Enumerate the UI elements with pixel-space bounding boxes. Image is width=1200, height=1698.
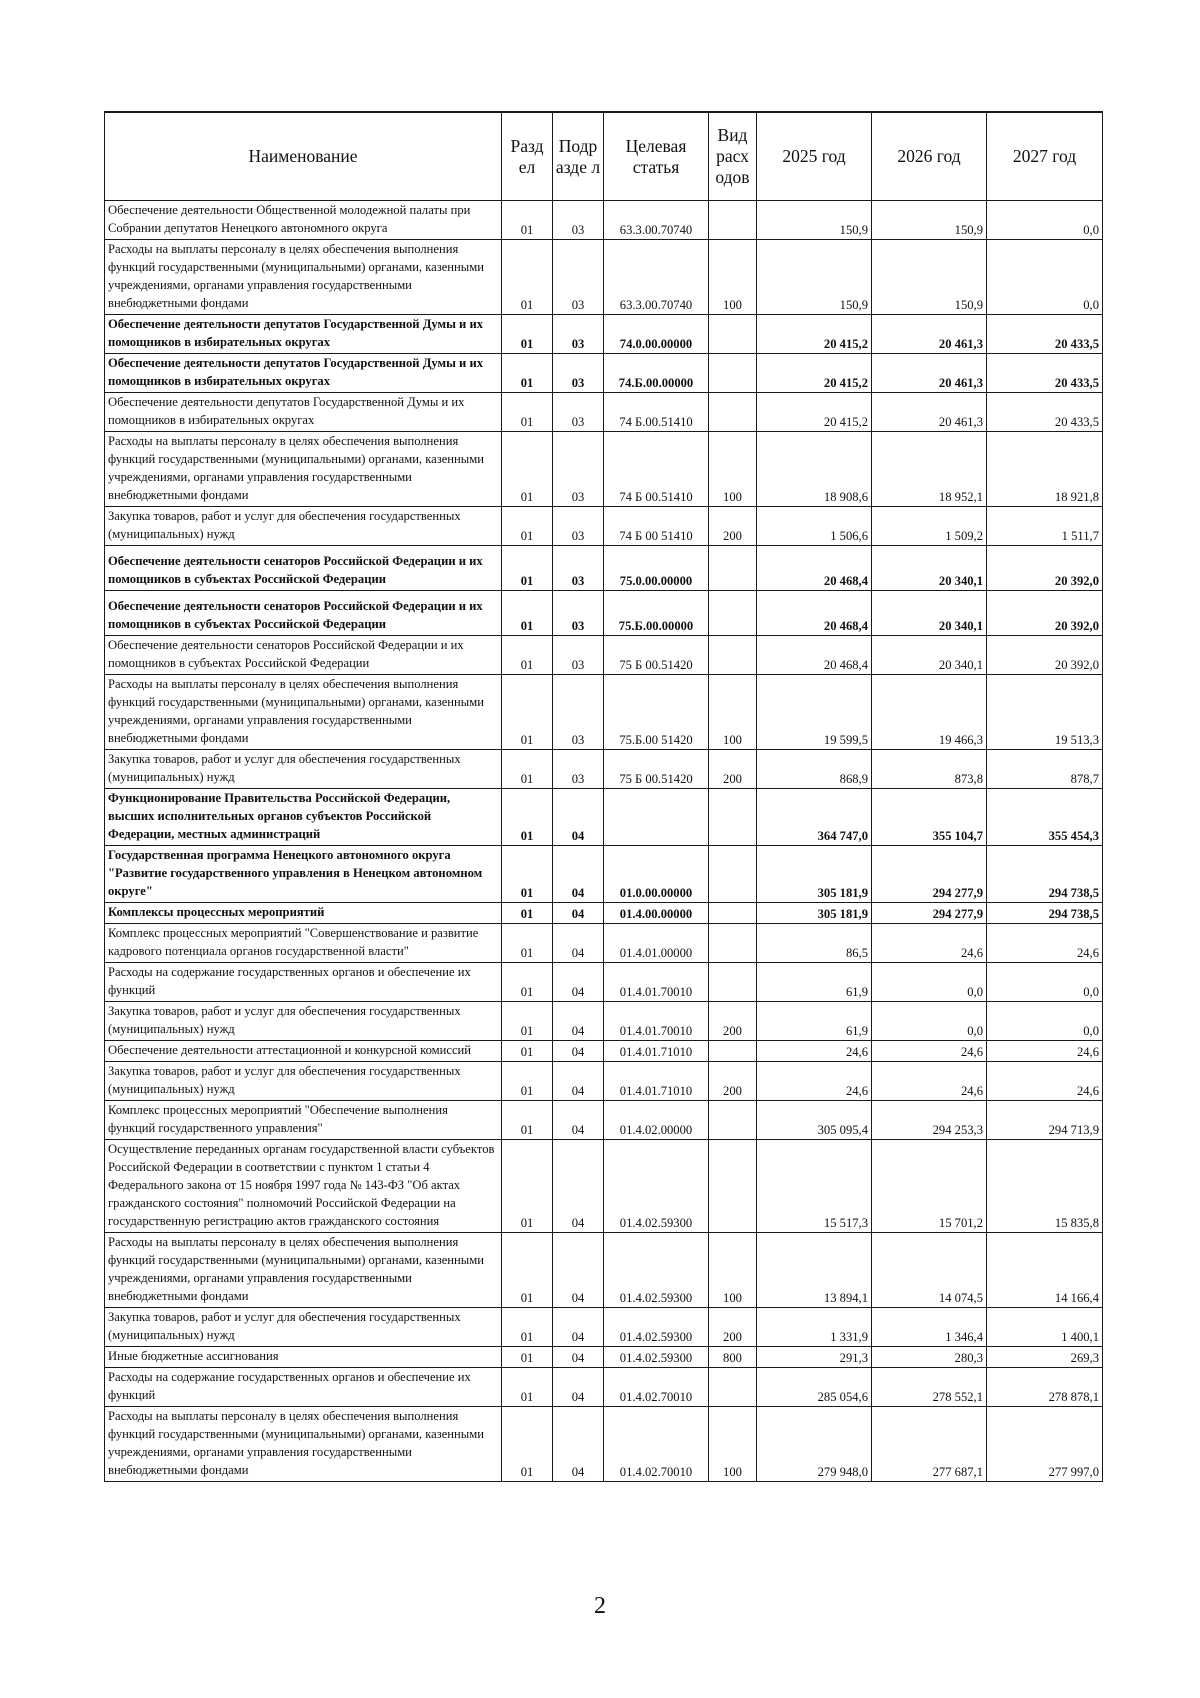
row-target-article: 01.4.02.59300 <box>604 1233 709 1308</box>
row-amount-2025: 20 415,2 <box>757 354 872 393</box>
row-expense-type: 800 <box>709 1347 757 1368</box>
row-expense-type <box>709 963 757 1002</box>
row-target-article: 01.4.01.70010 <box>604 963 709 1002</box>
row-target-article: 74.Б.00.00000 <box>604 354 709 393</box>
row-podrazdel: 03 <box>553 675 604 750</box>
row-amount-2027: 20 433,5 <box>987 393 1103 432</box>
row-target-article: 74.0.00.00000 <box>604 315 709 354</box>
row-razdel: 01 <box>502 201 553 240</box>
table-body <box>105 201 1103 1482</box>
table-row <box>105 924 1103 963</box>
row-podrazdel: 03 <box>553 315 604 354</box>
row-amount-2025: 61,9 <box>757 1002 872 1041</box>
row-expense-type <box>709 846 757 903</box>
header-year-2027: 2027 год <box>987 112 1103 201</box>
row-name: Иные бюджетные ассигнования <box>105 1347 502 1368</box>
row-amount-2027: 278 878,1 <box>987 1368 1103 1407</box>
row-amount-2025: 305 095,4 <box>757 1101 872 1140</box>
table-row <box>105 675 1103 750</box>
row-amount-2027: 19 513,3 <box>987 675 1103 750</box>
row-amount-2027: 24,6 <box>987 924 1103 963</box>
row-expense-type: 100 <box>709 675 757 750</box>
row-amount-2026: 20 461,3 <box>872 354 987 393</box>
row-expense-type <box>709 789 757 846</box>
row-amount-2026: 150,9 <box>872 201 987 240</box>
row-target-article: 01.4.01.71010 <box>604 1062 709 1101</box>
row-razdel: 01 <box>502 1347 553 1368</box>
header-year-2025: 2025 год <box>757 112 872 201</box>
row-amount-2026: 19 466,3 <box>872 675 987 750</box>
row-target-article: 75.0.00.00000 <box>604 546 709 591</box>
row-amount-2027: 14 166,4 <box>987 1233 1103 1308</box>
row-podrazdel: 04 <box>553 1101 604 1140</box>
row-expense-type: 200 <box>709 1062 757 1101</box>
row-razdel: 01 <box>502 591 553 636</box>
row-razdel: 01 <box>502 903 553 924</box>
row-target-article: 01.4.01.00000 <box>604 924 709 963</box>
row-name: Закупка товаров, работ и услуг для обеспечения государственных (муниципальных) нужд <box>105 1308 502 1347</box>
row-podrazdel: 03 <box>553 636 604 675</box>
row-expense-type <box>709 636 757 675</box>
row-expense-type <box>709 1041 757 1062</box>
header-podrazdel: Подр азде л <box>553 112 604 201</box>
row-amount-2025: 15 517,3 <box>757 1140 872 1233</box>
row-podrazdel: 04 <box>553 903 604 924</box>
table-row <box>105 591 1103 636</box>
row-podrazdel: 04 <box>553 1308 604 1347</box>
row-amount-2026: 1 509,2 <box>872 507 987 546</box>
row-amount-2026: 278 552,1 <box>872 1368 987 1407</box>
row-target-article: 75.Б.00.00000 <box>604 591 709 636</box>
header-target-article: Целевая статья <box>604 112 709 201</box>
row-target-article: 74 Б.00.51410 <box>604 393 709 432</box>
row-amount-2025: 305 181,9 <box>757 903 872 924</box>
row-expense-type: 200 <box>709 507 757 546</box>
row-target-article: 01.4.02.70010 <box>604 1407 709 1482</box>
row-razdel: 01 <box>502 315 553 354</box>
row-amount-2025: 24,6 <box>757 1062 872 1101</box>
row-amount-2026: 20 340,1 <box>872 591 987 636</box>
row-name: Закупка товаров, работ и услуг для обеспечения государственных (муниципальных) нужд <box>105 1002 502 1041</box>
table-row <box>105 1368 1103 1407</box>
row-name: Государственная программа Ненецкого автономного округа "Развитие государственного управления в Ненецком автономном округе" <box>105 846 502 903</box>
row-target-article: 01.4.02.59300 <box>604 1308 709 1347</box>
row-name: Расходы на выплаты персоналу в целях обеспечения выполнения функций государственными (муниципальными) органами, казенными учреждениями, органами управления государственными внебюджетными фондами <box>105 675 502 750</box>
row-amount-2025: 20 415,2 <box>757 315 872 354</box>
row-podrazdel: 03 <box>553 750 604 789</box>
row-target-article: 01.4.01.71010 <box>604 1041 709 1062</box>
row-razdel: 01 <box>502 963 553 1002</box>
table-row <box>105 546 1103 591</box>
row-amount-2026: 24,6 <box>872 1062 987 1101</box>
row-podrazdel: 04 <box>553 1140 604 1233</box>
table-row <box>105 963 1103 1002</box>
row-amount-2027: 20 433,5 <box>987 354 1103 393</box>
row-amount-2027: 18 921,8 <box>987 432 1103 507</box>
row-podrazdel: 03 <box>553 201 604 240</box>
row-expense-type: 200 <box>709 750 757 789</box>
row-expense-type <box>709 354 757 393</box>
row-razdel: 01 <box>502 924 553 963</box>
row-amount-2025: 20 468,4 <box>757 636 872 675</box>
row-amount-2025: 13 894,1 <box>757 1233 872 1308</box>
row-razdel: 01 <box>502 636 553 675</box>
row-amount-2025: 279 948,0 <box>757 1407 872 1482</box>
row-name: Расходы на содержание государственных органов и обеспечение их функций <box>105 1368 502 1407</box>
row-podrazdel: 03 <box>553 393 604 432</box>
row-expense-type <box>709 201 757 240</box>
row-amount-2026: 294 277,9 <box>872 846 987 903</box>
header-razdel: Разд ел <box>502 112 553 201</box>
row-amount-2027: 20 392,0 <box>987 636 1103 675</box>
row-amount-2026: 20 340,1 <box>872 546 987 591</box>
row-razdel: 01 <box>502 354 553 393</box>
table-row <box>105 393 1103 432</box>
row-razdel: 01 <box>502 1101 553 1140</box>
row-amount-2026: 18 952,1 <box>872 432 987 507</box>
table-row <box>105 1308 1103 1347</box>
row-expense-type: 100 <box>709 432 757 507</box>
table-row <box>105 1101 1103 1140</box>
row-razdel: 01 <box>502 507 553 546</box>
row-name: Закупка товаров, работ и услуг для обеспечения государственных (муниципальных) нужд <box>105 1062 502 1101</box>
row-amount-2026: 20 461,3 <box>872 315 987 354</box>
row-name: Расходы на выплаты персоналу в целях обеспечения выполнения функций государственными (муниципальными) органами, казенными учреждениями, органами управления государственными внебюджетными фондами <box>105 240 502 315</box>
row-name: Закупка товаров, работ и услуг для обеспечения государственных (муниципальных) нужд <box>105 507 502 546</box>
row-amount-2025: 364 747,0 <box>757 789 872 846</box>
row-amount-2027: 878,7 <box>987 750 1103 789</box>
row-expense-type: 200 <box>709 1308 757 1347</box>
row-expense-type <box>709 1140 757 1233</box>
row-target-article: 63.3.00.70740 <box>604 201 709 240</box>
row-razdel: 01 <box>502 432 553 507</box>
row-amount-2027: 294 738,5 <box>987 903 1103 924</box>
row-name: Закупка товаров, работ и услуг для обеспечения государственных (муниципальных) нужд <box>105 750 502 789</box>
row-podrazdel: 03 <box>553 507 604 546</box>
row-name: Функционирование Правительства Российской Федерации, высших исполнительных органов субъектов Российской Федерации, местных администраций <box>105 789 502 846</box>
row-razdel: 01 <box>502 1062 553 1101</box>
row-podrazdel: 04 <box>553 1407 604 1482</box>
table-row <box>105 636 1103 675</box>
row-amount-2027: 277 997,0 <box>987 1407 1103 1482</box>
page-number: 2 <box>594 1593 606 1619</box>
row-amount-2025: 18 908,6 <box>757 432 872 507</box>
table-row <box>105 315 1103 354</box>
row-amount-2027: 20 433,5 <box>987 315 1103 354</box>
row-amount-2025: 868,9 <box>757 750 872 789</box>
row-amount-2025: 291,3 <box>757 1347 872 1368</box>
row-target-article: 01.0.00.00000 <box>604 846 709 903</box>
row-expense-type <box>709 315 757 354</box>
row-amount-2025: 150,9 <box>757 240 872 315</box>
table-row <box>105 750 1103 789</box>
row-amount-2027: 24,6 <box>987 1062 1103 1101</box>
table-row <box>105 846 1103 903</box>
row-podrazdel: 04 <box>553 924 604 963</box>
row-amount-2027: 0,0 <box>987 963 1103 1002</box>
row-razdel: 01 <box>502 240 553 315</box>
header-expense-type: Вид расх одов <box>709 112 757 201</box>
row-amount-2027: 0,0 <box>987 240 1103 315</box>
row-podrazdel: 03 <box>553 591 604 636</box>
row-amount-2026: 24,6 <box>872 1041 987 1062</box>
row-name: Обеспечение деятельности сенаторов Российской Федерации и их помощников в субъектах Российской Федерации <box>105 591 502 636</box>
row-razdel: 01 <box>502 546 553 591</box>
row-amount-2025: 285 054,6 <box>757 1368 872 1407</box>
row-amount-2026: 0,0 <box>872 1002 987 1041</box>
row-amount-2027: 0,0 <box>987 201 1103 240</box>
row-podrazdel: 03 <box>553 240 604 315</box>
row-podrazdel: 04 <box>553 789 604 846</box>
row-amount-2027: 355 454,3 <box>987 789 1103 846</box>
row-expense-type <box>709 1368 757 1407</box>
table-row <box>105 789 1103 846</box>
table-row <box>105 903 1103 924</box>
row-target-article: 75.Б.00 51420 <box>604 675 709 750</box>
row-amount-2025: 1 331,9 <box>757 1308 872 1347</box>
row-razdel: 01 <box>502 1308 553 1347</box>
row-amount-2026: 873,8 <box>872 750 987 789</box>
row-amount-2027: 20 392,0 <box>987 591 1103 636</box>
row-podrazdel: 03 <box>553 354 604 393</box>
row-podrazdel: 03 <box>553 546 604 591</box>
row-amount-2026: 15 701,2 <box>872 1140 987 1233</box>
row-target-article: 74 Б 00 51410 <box>604 507 709 546</box>
row-amount-2025: 86,5 <box>757 924 872 963</box>
row-expense-type <box>709 903 757 924</box>
row-amount-2025: 150,9 <box>757 201 872 240</box>
row-expense-type: 100 <box>709 1233 757 1308</box>
row-name: Обеспечение деятельности депутатов Государственной Думы и их помощников в избирательных округах <box>105 393 502 432</box>
row-target-article: 01.4.02.70010 <box>604 1368 709 1407</box>
row-amount-2027: 24,6 <box>987 1041 1103 1062</box>
budget-table <box>104 111 1103 1482</box>
row-name: Расходы на выплаты персоналу в целях обеспечения выполнения функций государственными (муниципальными) органами, казенными учреждениями, органами управления государственными внебюджетными фондами <box>105 432 502 507</box>
row-razdel: 01 <box>502 1407 553 1482</box>
row-name: Комплексы процессных мероприятий <box>105 903 502 924</box>
row-name: Обеспечение деятельности Общественной молодежной палаты при Собрании депутатов Ненецкого автономного округа <box>105 201 502 240</box>
row-amount-2026: 0,0 <box>872 963 987 1002</box>
row-razdel: 01 <box>502 675 553 750</box>
row-expense-type <box>709 924 757 963</box>
header-year-2026: 2026 год <box>872 112 987 201</box>
row-expense-type <box>709 591 757 636</box>
row-target-article: 01.4.02.00000 <box>604 1101 709 1140</box>
row-amount-2026: 1 346,4 <box>872 1308 987 1347</box>
row-name: Расходы на выплаты персоналу в целях обеспечения выполнения функций государственными (муниципальными) органами, казенными учреждениями, органами управления государственными внебюджетными фондами <box>105 1233 502 1308</box>
row-razdel: 01 <box>502 1002 553 1041</box>
header-name: Наименование <box>105 112 502 201</box>
row-amount-2025: 19 599,5 <box>757 675 872 750</box>
row-amount-2025: 20 415,2 <box>757 393 872 432</box>
row-amount-2026: 14 074,5 <box>872 1233 987 1308</box>
row-target-article: 01.4.00.00000 <box>604 903 709 924</box>
row-podrazdel: 04 <box>553 1347 604 1368</box>
row-amount-2026: 20 340,1 <box>872 636 987 675</box>
row-podrazdel: 04 <box>553 1368 604 1407</box>
row-target-article: 75 Б 00.51420 <box>604 750 709 789</box>
row-name: Обеспечение деятельности аттестационной и конкурсной комиссий <box>105 1041 502 1062</box>
table-row <box>105 507 1103 546</box>
row-amount-2027: 294 713,9 <box>987 1101 1103 1140</box>
table-row <box>105 1062 1103 1101</box>
row-amount-2027: 1 400,1 <box>987 1308 1103 1347</box>
row-amount-2025: 305 181,9 <box>757 846 872 903</box>
row-podrazdel: 04 <box>553 963 604 1002</box>
row-amount-2025: 61,9 <box>757 963 872 1002</box>
row-amount-2026: 150,9 <box>872 240 987 315</box>
budget-document <box>104 111 1102 1482</box>
row-amount-2027: 15 835,8 <box>987 1140 1103 1233</box>
row-amount-2026: 280,3 <box>872 1347 987 1368</box>
row-target-article: 01.4.02.59300 <box>604 1347 709 1368</box>
row-name: Осуществление переданных органам государственной власти субъектов Российской Федерации в соответствии с пунктом 1 статьи 4 Федерального закона от 15 ноября 1997 года № 143-ФЗ "Об актах гражданского состояния" полномочий Российской Федерации на государственную регистрацию актов гражданского состояния <box>105 1140 502 1233</box>
row-amount-2026: 294 277,9 <box>872 903 987 924</box>
row-expense-type <box>709 393 757 432</box>
row-name: Обеспечение деятельности депутатов Государственной Думы и их помощников в избирательных округах <box>105 354 502 393</box>
row-podrazdel: 04 <box>553 1233 604 1308</box>
row-amount-2026: 24,6 <box>872 924 987 963</box>
row-amount-2026: 20 461,3 <box>872 393 987 432</box>
row-expense-type <box>709 1101 757 1140</box>
row-target-article: 01.4.01.70010 <box>604 1002 709 1041</box>
row-razdel: 01 <box>502 1233 553 1308</box>
row-target-article: 75 Б 00.51420 <box>604 636 709 675</box>
table-row <box>105 1041 1103 1062</box>
row-name: Расходы на содержание государственных органов и обеспечение их функций <box>105 963 502 1002</box>
row-name: Обеспечение деятельности сенаторов Российской Федерации и их помощников в субъектах Российской Федерации <box>105 546 502 591</box>
row-amount-2025: 24,6 <box>757 1041 872 1062</box>
row-target-article: 63.3.00.70740 <box>604 240 709 315</box>
table-row <box>105 201 1103 240</box>
row-name: Комплекс процессных мероприятий "Совершенствование и развитие кадрового потенциала органов государственной власти" <box>105 924 502 963</box>
row-amount-2026: 355 104,7 <box>872 789 987 846</box>
row-expense-type: 100 <box>709 1407 757 1482</box>
row-name: Обеспечение деятельности сенаторов Российской Федерации и их помощников в субъектах Российской Федерации <box>105 636 502 675</box>
row-expense-type <box>709 546 757 591</box>
row-podrazdel: 04 <box>553 846 604 903</box>
table-row <box>105 354 1103 393</box>
table-row <box>105 240 1103 315</box>
row-razdel: 01 <box>502 1140 553 1233</box>
row-amount-2026: 277 687,1 <box>872 1407 987 1482</box>
row-name: Обеспечение деятельности депутатов Государственной Думы и их помощников в избирательных округах <box>105 315 502 354</box>
row-amount-2025: 1 506,6 <box>757 507 872 546</box>
row-razdel: 01 <box>502 1368 553 1407</box>
table-row <box>105 432 1103 507</box>
row-amount-2025: 20 468,4 <box>757 591 872 636</box>
table-row <box>105 1233 1103 1308</box>
row-amount-2027: 0,0 <box>987 1002 1103 1041</box>
table-row <box>105 1407 1103 1482</box>
row-podrazdel: 04 <box>553 1002 604 1041</box>
row-expense-type: 200 <box>709 1002 757 1041</box>
row-amount-2027: 294 738,5 <box>987 846 1103 903</box>
row-razdel: 01 <box>502 393 553 432</box>
row-name: Расходы на выплаты персоналу в целях обеспечения выполнения функций государственными (муниципальными) органами, казенными учреждениями, органами управления государственными внебюджетными фондами <box>105 1407 502 1482</box>
row-razdel: 01 <box>502 789 553 846</box>
row-target-article: 74 Б 00.51410 <box>604 432 709 507</box>
row-podrazdel: 03 <box>553 432 604 507</box>
row-amount-2026: 294 253,3 <box>872 1101 987 1140</box>
row-podrazdel: 04 <box>553 1062 604 1101</box>
table-row <box>105 1002 1103 1041</box>
row-name: Комплекс процессных мероприятий "Обеспечение выполнения функций государственного управления" <box>105 1101 502 1140</box>
row-podrazdel: 04 <box>553 1041 604 1062</box>
row-amount-2027: 20 392,0 <box>987 546 1103 591</box>
row-razdel: 01 <box>502 1041 553 1062</box>
row-amount-2027: 269,3 <box>987 1347 1103 1368</box>
table-header-row <box>105 112 1103 201</box>
row-target-article <box>604 789 709 846</box>
row-amount-2025: 20 468,4 <box>757 546 872 591</box>
row-expense-type: 100 <box>709 240 757 315</box>
table-row <box>105 1140 1103 1233</box>
row-target-article: 01.4.02.59300 <box>604 1140 709 1233</box>
row-amount-2027: 1 511,7 <box>987 507 1103 546</box>
table-row <box>105 1347 1103 1368</box>
row-razdel: 01 <box>502 750 553 789</box>
row-razdel: 01 <box>502 846 553 903</box>
